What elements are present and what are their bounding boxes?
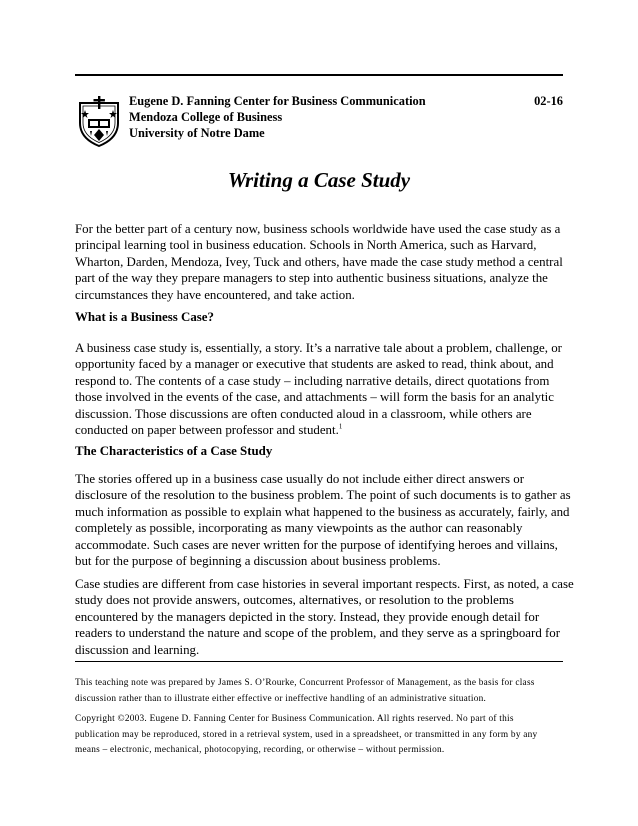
section2-line: readers to understand the nature and scope of the problem, and they serve as a springboard for: [75, 626, 561, 641]
intro-line: For the better part of a century now, business schools worldwide have used the case study as a: [75, 222, 561, 236]
teaching-note: [75, 676, 570, 707]
section1-line: respond to. The contents of a case study – including narrative details, direct quotations from: [75, 373, 550, 388]
intro-line: Wharton, Darden, Mendoza, Ivey, Tuck and others, have made the case study method a central: [75, 254, 563, 269]
copyright-line: Copyright ©2003. Eugene D. Fanning Center for Business Communication. All rights reserved. No part of this: [75, 714, 514, 724]
copyright-line: publication may be reproduced, stored in a retrieval system, used in a spreadsheet, or transmitted in any form by any: [75, 729, 538, 740]
intro-line: circumstances they have encountered, and take action.: [75, 287, 355, 302]
section2-line: discussion and learning.: [75, 642, 200, 657]
section-heading-characteristics: The Characteristics of a Case Study: [75, 444, 273, 458]
section2-line: but for the purpose of beginning a discussion about business problems.: [75, 554, 441, 569]
copyright-notice: [75, 712, 570, 759]
section2-line: encountered by the managers depicted in the story. Instead, they provide enough detail for: [75, 609, 540, 624]
letterhead: [129, 93, 563, 141]
teaching-note-line: discussion rather than to illustrate either effective or ineffective handling of an administrative situation.: [75, 693, 487, 704]
intro-line: principal learning tool in business education. Schools in North America, such as Harvard,: [75, 238, 537, 253]
intro-line: part of the way they prepare managers to step into authentic business situations, analyze the: [75, 271, 548, 286]
copyright-line: means – electronic, mechanical, photocopying, recording, or otherwise – without permission.: [75, 745, 445, 756]
footer-rule: [75, 661, 563, 662]
section1-line: opportunity faced by a manager or executive that students are asked to read, think about, and: [75, 357, 554, 372]
section2-line: accommodate. Such cases are never written for the purpose of identifying heroes and villains,: [75, 537, 558, 552]
center-name: Eugene D. Fanning Center for Business Communication: [129, 94, 426, 108]
document-number: 02-16: [534, 94, 563, 108]
section1-line-last: [75, 422, 565, 438]
intro-paragraph: [75, 221, 565, 303]
section2-line: Case studies are different from case histories in several important respects. First, as noted, a case: [75, 577, 574, 591]
section1-line: discussion. Those discussions are often conducted aloud in a classroom, while others are: [75, 406, 532, 421]
section1-line: A business case study is, essentially, a story. It’s a narrative tale about a problem, challenge, or: [75, 341, 562, 355]
section2-line: much information as possible to explain what happened to the business as accurately, fairly, and: [75, 504, 570, 519]
college-name: Mendoza College of Business: [129, 110, 283, 124]
notre-dame-crest-icon: [77, 95, 121, 147]
teaching-note-line: This teaching note was prepared by James S. O’Rourke, Concurrent Professor of Management, as the basis for class: [75, 678, 535, 688]
section-heading-what-is: What is a Business Case?: [75, 310, 214, 324]
document-title: Writing a Case Study: [227, 168, 411, 192]
section1-last-text: conducted on paper between professor and student.: [75, 423, 339, 438]
top-rule: [75, 74, 563, 76]
section2-line: disclosure of the resolution to the business problem. The point of such documents is to gather as: [75, 488, 571, 503]
section2-paragraph-1: [75, 471, 571, 569]
section1-line: those involved in the events of the case, and attachments – will form the basis for an analytic: [75, 390, 554, 405]
footnote-mark: 1: [338, 422, 343, 431]
section2-line: study does not provide answers, outcomes, alternatives, or resolution to the problems: [75, 593, 514, 608]
section2-paragraph-2: [75, 576, 574, 658]
section2-line: The stories offered up in a business case usually do not include either direct answers or: [75, 472, 525, 486]
section2-line: completely as possible, incorporating as many viewpoints as the author can reasonably: [75, 521, 523, 536]
section1-paragraph: [75, 340, 565, 438]
university-name: University of Notre Dame: [129, 126, 265, 140]
